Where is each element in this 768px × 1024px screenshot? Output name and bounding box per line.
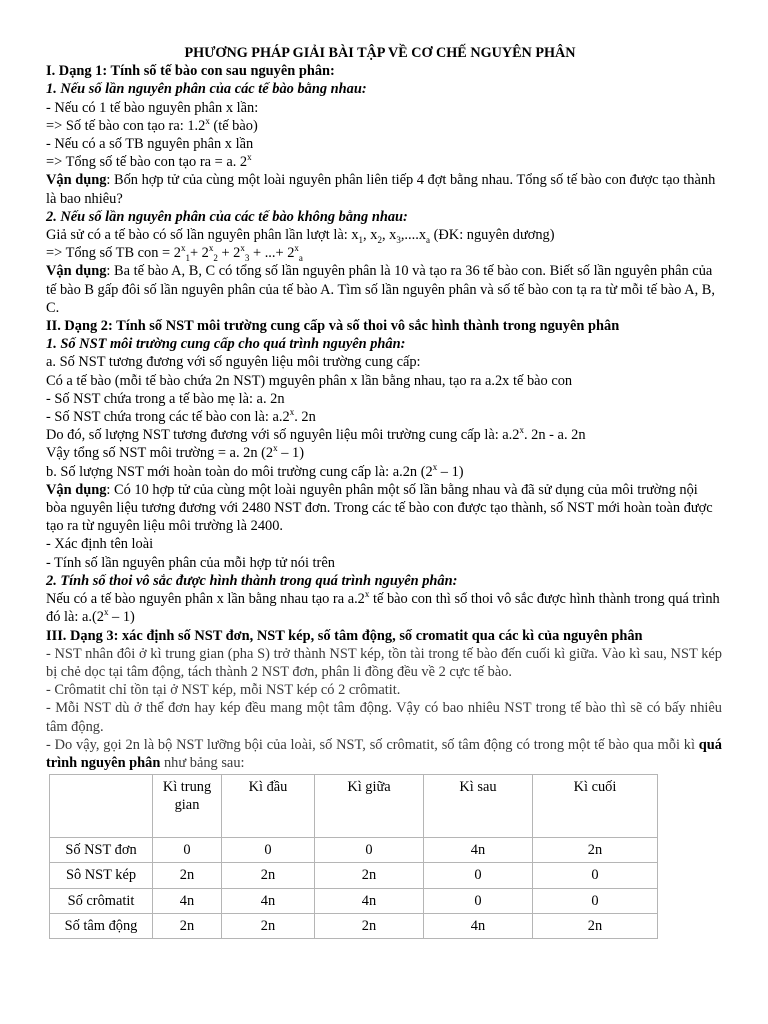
section-1-sub1: 1. Nếu số lần nguyên phân của các tế bào bằng nhau: — [46, 81, 367, 98]
table-cell: 0 — [424, 888, 533, 913]
s1-exercise-1: Vận dụng: Bốn hợp tử của cùng một loài nguyên phân liên tiếp 4 đợt bằng nhau. Tổng số tế bào con được tạo thành là bao nhiêu? — [46, 172, 716, 207]
section-2-sub1: 1. Số NST môi trường cung cấp cho quá trình nguyên phân: — [46, 336, 406, 353]
table-row-label: Số tâm động — [50, 913, 153, 938]
s1-line6: => Tổng số TB con = $2^x_1+ 2^x_2 + 2^x_3$ + ...+ $2^x_a$ — [46, 243, 303, 264]
s1-line1: - Nếu có 1 tế bào nguyên phân x lần: — [46, 99, 259, 116]
s2-exercise: Vận dụng: Có 10 hợp tử của cùng một loài nguyên phân một số lần bằng nhau và đã sử dụng của môi trường nội bòa nguyên liệu tương đương với 2480 NST đơn. Trong các tế bào con được tạo thành, số NST mới hoàn toàn được tạo ra từ nguyên liệu môi trường là 2400. — [46, 481, 713, 535]
table-cell: 2n — [222, 913, 315, 938]
s2-line2: Có a tế bào (mỗi tế bào chứa 2n NST) mguyên phân x lần bằng nhau, tạo ra a.2x tế bào con — [46, 372, 573, 389]
table-cell: 2n — [315, 863, 424, 888]
table-cell: 0 — [533, 888, 658, 913]
table-row-label: Sô NST kép — [50, 863, 153, 888]
table-row-label: Số NST đơn — [50, 838, 153, 863]
table-cell: 2n — [315, 913, 424, 938]
table-cell: 4n — [222, 888, 315, 913]
s2-line3: - Số NST chứa trong a tế bào mẹ là: a. 2n — [46, 390, 285, 407]
table-header-cell: Kì đầu — [222, 775, 315, 838]
section-2-sub2: 2. Tính số thoi vô sắc được hình thành trong quá trình nguyên phân: — [46, 572, 458, 589]
s2-line8: Nếu có a tế bào nguyên phân x lần bằng nhau tạo ra a.2$^x$ tế bào con thì số thoi vô sắc được hình thành trong quá trình đó là: a.(2$^x$ – 1) — [46, 589, 720, 626]
table-cell: 0 — [315, 838, 424, 863]
s1-exercise-2: Vận dụng: Ba tế bào A, B, C có tổng số lần nguyên phân là 10 và tạo ra 36 tế bào con. Biết số lần nguyên phân của tế bào B gấp đôi số lần nguyên phân của tế bào A. Tìm số lần nguyên phân và số tế bào con tạ ra từ mỗi tế bào A, B, C. — [46, 263, 715, 316]
table-header-cell: Kì sau — [424, 775, 533, 838]
table-row — [50, 888, 658, 913]
s3-para1: - NST nhân đôi ở kì trung gian (pha S) trở thành NST kép, tồn tài trong tế bào đến cuối kì giữa. Vào kì sau, NST kép bị chẻ dọc tại tâm động, tách thành 2 NST đơn, phân li đồng đều về 2 cực tế bào. — [46, 645, 722, 680]
s2-question-2: - Tính số lần nguyên phân của mỗi hợp tử nói trên — [46, 554, 335, 571]
table-cell: 0 — [424, 863, 533, 888]
section-3-heading: III. Dạng 3: xác định số NST đơn, NST kép, số tâm động, số cromatit qua các kì của nguyên phân — [46, 627, 643, 644]
document-title: PHƯƠNG PHÁP GIẢI BÀI TẬP VỀ CƠ CHẾ NGUYÊN PHÂN — [184, 45, 576, 61]
table-cell: 0 — [222, 838, 315, 863]
s2-question-1: - Xác định tên loài — [46, 536, 154, 553]
section-1-sub2: 2. Nếu số lần nguyên phân của các tế bào không bằng nhau: — [46, 208, 408, 225]
s1-line4: => Tổng số tế bào con tạo ra = a. 2$^x$ — [46, 152, 252, 171]
table-header-cell: Kì trung gian — [153, 775, 222, 838]
s2-line1: a. Số NST tương đương với số nguyên liệu môi trường cung cấp: — [46, 354, 421, 371]
table-cell: 2n — [153, 863, 222, 888]
mitosis-table — [49, 774, 658, 939]
s3-para2: - Crômatit chỉ tồn tại ở NST kép, mỗi NST kép có 2 crômatit. — [46, 682, 401, 699]
table-cell: 4n — [315, 888, 424, 913]
s1-line5: Giả sử có a tế bào có số lần nguyên phân lần lượt là: $x_1$, $x_2$, $x_3,....x_a$ (ĐK: nguyên dương) — [46, 227, 555, 245]
table-header-cell — [50, 775, 153, 838]
s2-line7: b. Số lượng NST mới hoàn toàn do môi trường cung cấp là: a.2n (2$^x$ – 1) — [46, 461, 464, 480]
s1-line2: => Số tế bào con tạo ra: 1.2$^x$ (tế bào) — [46, 116, 258, 134]
table-header-cell: Kì cuối — [533, 775, 658, 838]
table-cell: 0 — [153, 838, 222, 863]
document-page — [46, 44, 722, 939]
table-cell: 2n — [153, 913, 222, 938]
table-row — [50, 913, 658, 938]
table-header-row — [50, 775, 658, 838]
table-cell: 4n — [424, 838, 533, 863]
table-row-label: Số crômatit — [50, 888, 153, 913]
section-1-heading: I. Dạng 1: Tính số tế bào con sau nguyên phân: — [46, 63, 335, 80]
s3-para3: - Mỗi NST dù ở thể đơn hay kép đều mang một tâm động. Vậy có bao nhiêu NST trong tế bào thì sẽ có bấy nhiêu tâm động. — [46, 700, 722, 735]
table-row — [50, 863, 658, 888]
table-cell: 0 — [533, 863, 658, 888]
table-cell: 2n — [533, 838, 658, 863]
table-cell: 4n — [424, 913, 533, 938]
s3-para4: - Do vậy, gọi 2n là bộ NST lưỡng bội của loài, số NST, số crômatit, số tâm động có trong một tế bào qua mỗi kì quá trình nguyên phân như bảng sau: — [46, 736, 722, 771]
s2-line4: - Số NST chứa trong các tế bào con là: a.2$^x$. 2n — [46, 407, 316, 426]
table-cell: 2n — [533, 913, 658, 938]
s2-line5: Do đó, số lượng NST tương đương với số nguyên liệu môi trường cung cấp là: a.2$^x$. 2n - a. 2n — [46, 425, 586, 444]
table-header-cell: Kì giữa — [315, 775, 424, 838]
table-cell: 2n — [222, 863, 315, 888]
table-cell: 4n — [153, 888, 222, 913]
table-row — [50, 838, 658, 863]
s1-line3: - Nếu có a số TB nguyên phân x lần — [46, 136, 254, 153]
section-2-heading: II. Dạng 2: Tính số NST môi trường cung cấp và số thoi vô sắc hình thành trong nguyên phân — [46, 318, 620, 335]
s2-line6: Vậy tổng số NST môi trường = a. 2n (2$^x$ – 1) — [46, 443, 305, 462]
